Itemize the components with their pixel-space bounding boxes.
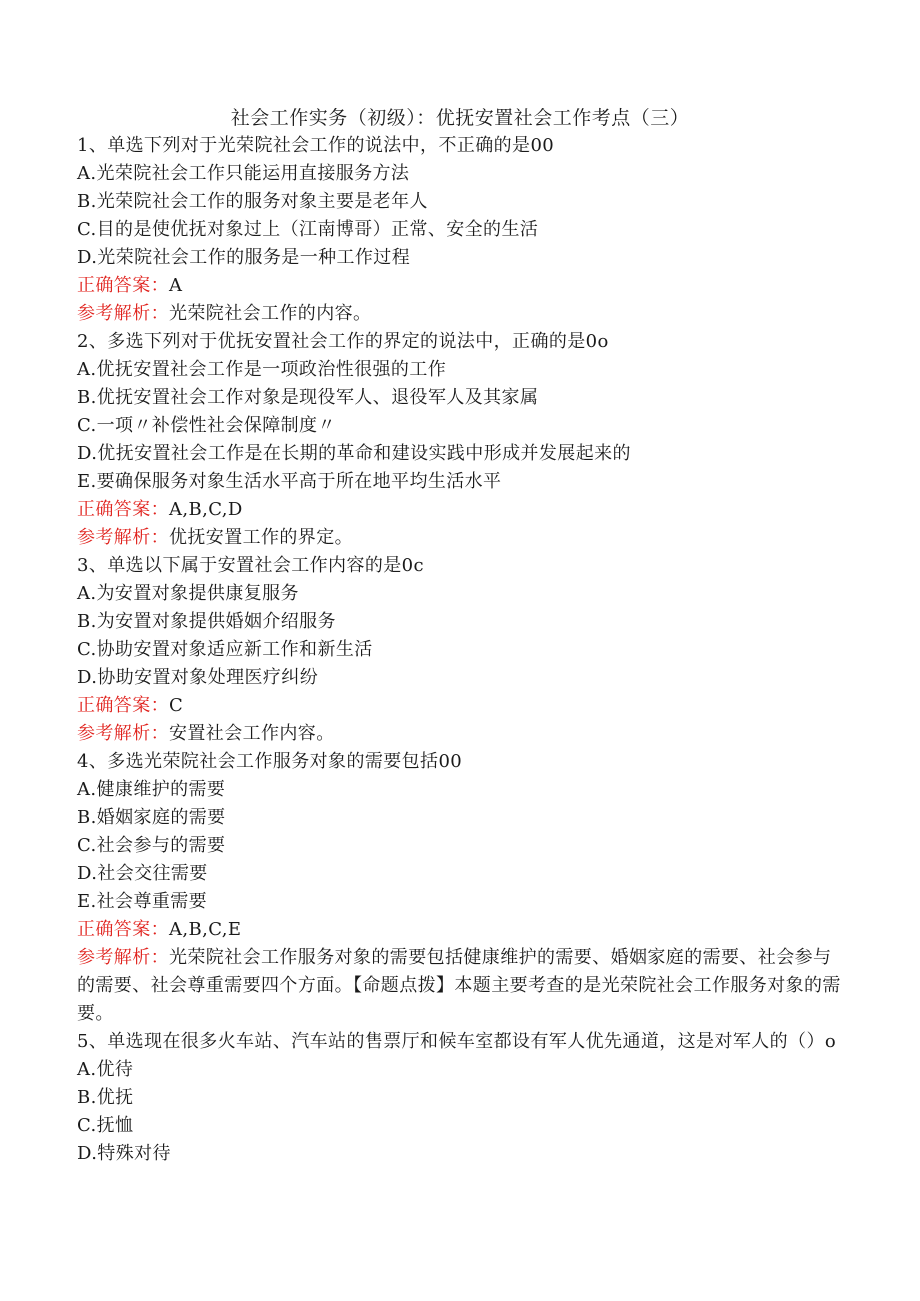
- answer-label: 正确答案：: [77, 275, 169, 296]
- question-block: [77, 1028, 847, 1168]
- option-e: E.社会尊重需要: [77, 891, 208, 912]
- option-c: C.抚恤: [77, 1115, 134, 1136]
- analysis-row: [77, 944, 847, 1028]
- option-a: A.光荣院社会工作只能运用直接服务方法: [77, 163, 410, 184]
- option-c: C.社会参与的需要: [77, 835, 226, 856]
- option-b: B.婚姻家庭的需要: [77, 807, 226, 828]
- option-a: A.优待: [77, 1059, 134, 1080]
- question-stem: 1、单选下列对于光荣院社会工作的说法中，不正确的是00: [77, 135, 555, 156]
- analysis-label: 参考解析：: [77, 947, 169, 968]
- question-stem: 5、单选现在很多火车站、汽车站的售票厅和候车室都设有军人优先通道，这是对军人的（）o: [77, 1031, 837, 1052]
- answer-label: 正确答案：: [77, 695, 169, 716]
- answer-label: 正确答案：: [77, 919, 169, 940]
- analysis-label: 参考解析：: [77, 723, 169, 744]
- option-a: A.为安置对象提供康复服务: [77, 583, 299, 604]
- option-d: D.社会交往需要: [77, 863, 208, 884]
- analysis-text: 光荣院社会工作的内容。: [169, 303, 372, 324]
- option-b: B.优抚: [77, 1087, 134, 1108]
- analysis-text: 光荣院社会工作服务对象的需要包括健康维护的需要、婚姻家庭的需要、社会参与的需要、社会尊重需要四个方面。【命题点拨】本题主要考查的是光荣院社会工作服务对象的需要。: [77, 947, 841, 1024]
- analysis-text: 安置社会工作内容。: [169, 723, 335, 744]
- option-c: C.目的是使优抚对象过上（江南博哥）正常、安全的生活: [77, 219, 539, 240]
- analysis-row: [77, 524, 847, 552]
- option-b: B.为安置对象提供婚姻介绍服务: [77, 611, 336, 632]
- option-b: B.优抚安置社会工作对象是现役军人、退役军人及其家属: [77, 387, 539, 408]
- question-block: [77, 552, 847, 748]
- answer-label: 正确答案：: [77, 499, 169, 520]
- answer-value: A,B,C,E: [169, 919, 242, 940]
- option-d: D.协助安置对象处理医疗纠纷: [77, 667, 319, 688]
- answer-value: A,B,C,D: [169, 499, 243, 520]
- option-e: E.要确保服务对象生活水平高于所在地平均生活水平: [77, 471, 502, 492]
- analysis-text: 优抚安置工作的界定。: [169, 527, 353, 548]
- option-c: C.一项〃补偿性社会保障制度〃: [77, 415, 336, 436]
- answer-row: [77, 916, 847, 944]
- document-title: 社会工作实务（初级）：优抚安置社会工作考点（三）: [230, 107, 690, 129]
- answer-value: C: [169, 695, 184, 716]
- analysis-row: [77, 300, 847, 328]
- analysis-label: 参考解析：: [77, 527, 169, 548]
- question-block: [77, 132, 847, 328]
- answer-row: [77, 272, 847, 300]
- document-body: [77, 132, 847, 1168]
- question-stem: 3、单选以下属于安置社会工作内容的是0c: [77, 555, 424, 576]
- answer-value: A: [169, 275, 183, 296]
- question-stem: 2、多选下列对于优抚安置社会工作的界定的说法中，正确的是0o: [77, 331, 609, 352]
- option-a: A.健康维护的需要: [77, 779, 226, 800]
- answer-row: [77, 692, 847, 720]
- option-b: B.光荣院社会工作的服务对象主要是老年人: [77, 191, 428, 212]
- question-stem: 4、多选光荣院社会工作服务对象的需要包括00: [77, 751, 463, 772]
- option-d: D.光荣院社会工作的服务是一种工作过程: [77, 247, 411, 268]
- question-block: [77, 748, 847, 1028]
- option-c: C.协助安置对象适应新工作和新生活: [77, 639, 373, 660]
- question-block: [77, 328, 847, 552]
- option-a: A.优抚安置社会工作是一项政治性很强的工作: [77, 359, 447, 380]
- analysis-label: 参考解析：: [77, 303, 169, 324]
- analysis-row: [77, 720, 847, 748]
- option-d: D.特殊对待: [77, 1143, 171, 1164]
- answer-row: [77, 496, 847, 524]
- option-d: D.优抚安置社会工作是在长期的革命和建设实践中形成并发展起来的: [77, 443, 631, 464]
